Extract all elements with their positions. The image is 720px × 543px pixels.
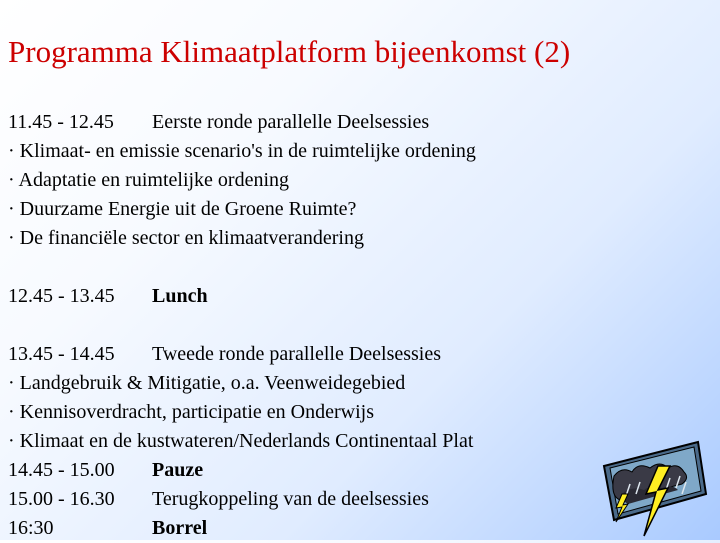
feedback-row: [8, 485, 476, 514]
program-list: [8, 108, 476, 543]
session2-time: 13.45 - 14.45: [8, 343, 115, 365]
pauze-time: 14.45 - 15.00: [8, 459, 115, 481]
session2-item: · Kennisoverdracht, participatie en Onderwijs: [8, 401, 374, 423]
session2-header: [8, 340, 476, 369]
feedback-label: Terugkoppeling van de deelsessies: [152, 488, 429, 510]
session1-item: · Duurzame Energie uit de Groene Ruimte?: [8, 198, 357, 220]
session1-header: [8, 108, 476, 137]
session2-item: · Klimaat en de kustwateren/Nederlands Continentaal Plat: [8, 430, 474, 452]
slide-title: Programma Klimaatplatform bijeenkomst (2): [8, 34, 571, 69]
storm-lightning-icon: [600, 436, 710, 540]
lunch-label: Lunch: [152, 285, 208, 307]
session1-time: 11.45 - 12.45: [8, 111, 114, 133]
session1-item: · De financiële sector en klimaatverandering: [8, 227, 364, 249]
pauze-label: Pauze: [152, 459, 204, 481]
lunch-time: 12.45 - 13.45: [8, 285, 115, 307]
session1-item: · Adaptatie en ruimtelijke ordening: [8, 169, 290, 191]
lunch-row: [8, 282, 476, 311]
borrel-time: 16:30: [8, 517, 54, 539]
borrel-label: Borrel: [152, 517, 208, 539]
pauze-row: [8, 456, 476, 485]
session2-label: Tweede ronde parallelle Deelsessies: [152, 343, 442, 365]
session1-label: Eerste ronde parallelle Deelsessies: [152, 111, 430, 133]
feedback-time: 15.00 - 16.30: [8, 488, 115, 510]
session1-item: · Klimaat- en emissie scenario's in de ruimtelijke ordening: [8, 140, 476, 162]
borrel-row: [8, 514, 476, 543]
session2-item: · Landgebruik & Mitigatie, o.a. Veenweidegebied: [8, 372, 406, 394]
